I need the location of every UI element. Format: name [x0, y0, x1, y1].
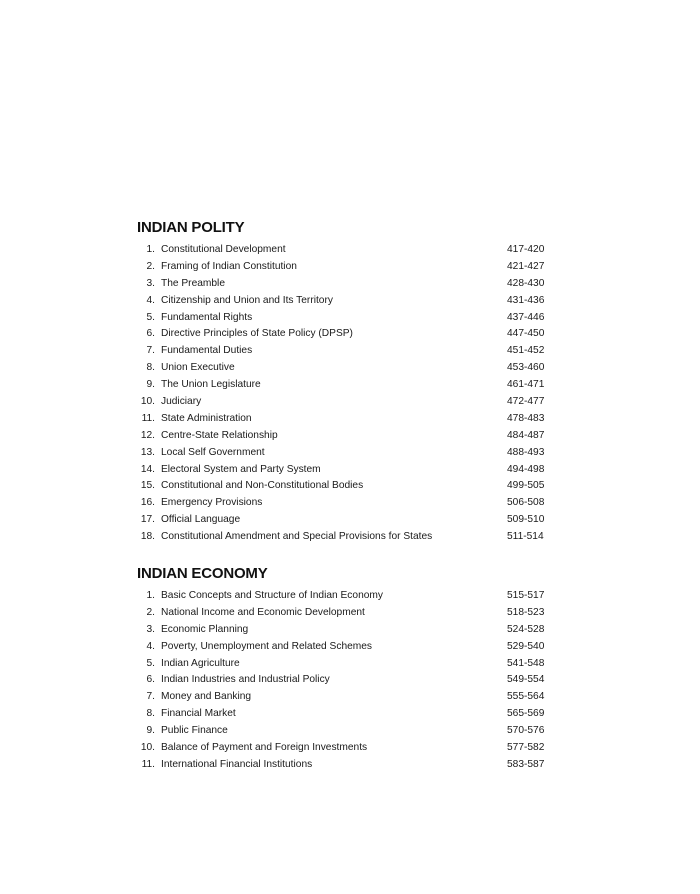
- toc-entry-page-range: 453-460: [507, 362, 545, 374]
- toc-entry-page-range: 583-587: [507, 758, 545, 770]
- toc-entry-title: The Preamble: [161, 277, 225, 289]
- toc-entry-page-range: 555-564: [507, 691, 545, 703]
- toc-entry[interactable]: [137, 656, 557, 673]
- toc-entry-number: 11.: [141, 412, 155, 424]
- toc-entry-title: Indian Agriculture: [161, 657, 240, 669]
- toc-entry[interactable]: [137, 428, 557, 445]
- toc-section-indian-polity: [137, 219, 557, 546]
- toc-entry-number: 1.: [146, 590, 155, 601]
- toc-entry[interactable]: [137, 293, 557, 310]
- toc-entry-number: 7.: [146, 691, 155, 703]
- toc-entry-title: Economic Planning: [161, 623, 249, 635]
- toc-entry[interactable]: [137, 394, 557, 411]
- toc-entry-number: 17.: [140, 514, 155, 526]
- toc-entry-page-range: 472-477: [507, 396, 545, 408]
- toc-entry-page-range: 549-554: [507, 674, 545, 686]
- toc-entry-page-range: 417-420: [507, 244, 545, 255]
- toc-entry-page-range: 499-505: [507, 480, 545, 492]
- toc-entry-title: Judiciary: [161, 396, 202, 408]
- toc-entry-title: Constitutional Development: [161, 244, 286, 255]
- toc-entry[interactable]: [137, 276, 557, 293]
- toc-entry-title: Constitutional and Non-Constitutional Bodies: [161, 480, 364, 492]
- section-title: INDIAN POLITY: [137, 219, 245, 236]
- toc-entry-page-range: 529-540: [507, 640, 545, 652]
- toc-entry-title: International Financial Institutions: [161, 758, 313, 770]
- toc-entry[interactable]: [137, 377, 557, 394]
- toc-entry-title: Local Self Government: [161, 446, 265, 458]
- toc-entry-number: 8.: [146, 708, 155, 720]
- toc-entry-title: Constitutional Amendment and Special Provisions for States: [161, 531, 433, 543]
- toc-entry-title: Union Executive: [161, 362, 235, 374]
- toc-entry[interactable]: [137, 411, 557, 428]
- toc-entry-title: Balance of Payment and Foreign Investments: [161, 742, 368, 754]
- toc-entry[interactable]: [137, 310, 557, 327]
- toc-entry[interactable]: [137, 723, 557, 740]
- toc-entry-title: Fundamental Rights: [161, 311, 253, 323]
- toc-entry[interactable]: [137, 757, 557, 774]
- toc-entry-number: 11.: [141, 758, 155, 770]
- toc-entry-page-range: 524-528: [507, 623, 545, 635]
- toc-entry-page-range: 518-523: [507, 606, 545, 618]
- toc-entry[interactable]: [137, 478, 557, 495]
- section-title: INDIAN ECONOMY: [137, 565, 268, 582]
- toc-entry-number: 16.: [140, 497, 155, 509]
- toc-entry-number: 3.: [146, 277, 155, 289]
- toc-entry[interactable]: [137, 360, 557, 377]
- toc-entry-number: 9.: [146, 379, 155, 391]
- toc-entry[interactable]: [137, 445, 557, 462]
- toc-entry-title: Money and Banking: [161, 691, 252, 703]
- toc-entry-number: 7.: [146, 345, 155, 357]
- toc-entry-page-range: 565-569: [507, 708, 545, 720]
- toc-entry-title: National Income and Economic Development: [161, 606, 365, 618]
- toc-entry-page-range: 461-471: [507, 379, 545, 391]
- toc-entry-number: 9.: [146, 725, 155, 737]
- toc-entry-title: Financial Market: [161, 708, 236, 720]
- toc-entry[interactable]: [137, 622, 557, 639]
- toc-entry-title: Electoral System and Party System: [161, 463, 321, 475]
- toc-entry-page-range: 447-450: [507, 328, 545, 340]
- toc-entry-number: 5.: [146, 311, 155, 323]
- toc-entry-page-range: 488-493: [507, 446, 545, 458]
- toc-entry[interactable]: [137, 495, 557, 512]
- toc-entry-title: Public Finance: [161, 725, 228, 737]
- toc-entry[interactable]: [137, 672, 557, 689]
- toc-entry[interactable]: [137, 529, 557, 546]
- toc-entry-number: 2.: [146, 606, 155, 618]
- toc-list: [137, 242, 557, 546]
- toc-entry-page-range: 421-427: [507, 260, 545, 272]
- toc-entry-page-range: 494-498: [507, 463, 545, 475]
- toc-entry[interactable]: [137, 689, 557, 706]
- toc-entry-title: Citizenship and Union and Its Territory: [161, 294, 333, 306]
- toc-entry[interactable]: [137, 588, 557, 605]
- toc-entry-number: 18.: [140, 531, 155, 543]
- toc-entry-title: State Administration: [161, 412, 252, 424]
- toc-entry-title: The Union Legislature: [161, 379, 261, 391]
- toc-entry-page-range: 428-430: [507, 277, 545, 289]
- toc-entry[interactable]: [137, 605, 557, 622]
- toc-entry-page-range: 509-510: [507, 514, 545, 526]
- toc-entry-title: Centre-State Relationship: [161, 429, 278, 441]
- toc-entry[interactable]: [137, 462, 557, 479]
- toc-entry-page-range: 437-446: [507, 311, 545, 323]
- toc-list: [137, 588, 557, 774]
- toc-entry-page-range: 511-514: [507, 531, 544, 543]
- toc-entry-page-range: 506-508: [507, 497, 545, 509]
- toc-entry[interactable]: [137, 639, 557, 656]
- toc-entry-number: 8.: [146, 362, 155, 374]
- toc-entry[interactable]: [137, 512, 557, 529]
- toc-entry-title: Fundamental Duties: [161, 345, 253, 357]
- toc-entry[interactable]: [137, 740, 557, 757]
- toc-entry-title: Official Language: [161, 514, 241, 526]
- toc-entry-page-range: 515-517: [507, 590, 545, 601]
- toc-entry-number: 15.: [140, 480, 155, 492]
- toc-entry-title: Poverty, Unemployment and Related Schemes: [161, 640, 373, 652]
- toc-entry-number: 3.: [146, 623, 155, 635]
- toc-entry-page-range: 570-576: [507, 725, 545, 737]
- toc-entry-number: 5.: [146, 657, 155, 669]
- toc-entry-number: 2.: [146, 260, 155, 272]
- toc-entry[interactable]: [137, 326, 557, 343]
- toc-entry-number: 10.: [140, 396, 155, 408]
- toc-entry-number: 4.: [146, 294, 155, 306]
- toc-entry-number: 4.: [146, 640, 155, 652]
- toc-entry[interactable]: [137, 343, 557, 360]
- toc-entry-page-range: 451-452: [507, 345, 545, 357]
- toc-entry-number: 14.: [140, 463, 155, 475]
- toc-entry-page-range: 431-436: [507, 294, 545, 306]
- toc-entry-title: Indian Industries and Industrial Policy: [161, 674, 330, 686]
- toc-entry-number: 6.: [146, 674, 155, 686]
- toc-entry[interactable]: [137, 259, 557, 276]
- toc-entry-title: Framing of Indian Constitution: [161, 260, 297, 272]
- toc-entry[interactable]: [137, 706, 557, 723]
- toc-entry-number: 13.: [140, 446, 155, 458]
- toc-entry-page-range: 478-483: [507, 412, 545, 424]
- toc-entry-title: Directive Principles of State Policy (DPSP): [161, 328, 353, 340]
- toc-entry-number: 10.: [140, 742, 155, 754]
- toc-entry-number: 1.: [146, 244, 155, 255]
- toc-entry-page-range: 577-582: [507, 742, 545, 754]
- toc-entry-page-range: 541-548: [507, 657, 545, 669]
- toc-entry-page-range: 484-487: [507, 429, 545, 441]
- toc-entry[interactable]: [137, 242, 557, 259]
- toc-section-indian-economy: [137, 565, 557, 774]
- toc-entry-title: Basic Concepts and Structure of Indian Economy: [161, 590, 383, 601]
- toc-entry-number: 12.: [140, 429, 155, 441]
- toc-entry-title: Emergency Provisions: [161, 497, 263, 509]
- toc-entry-number: 6.: [146, 328, 155, 340]
